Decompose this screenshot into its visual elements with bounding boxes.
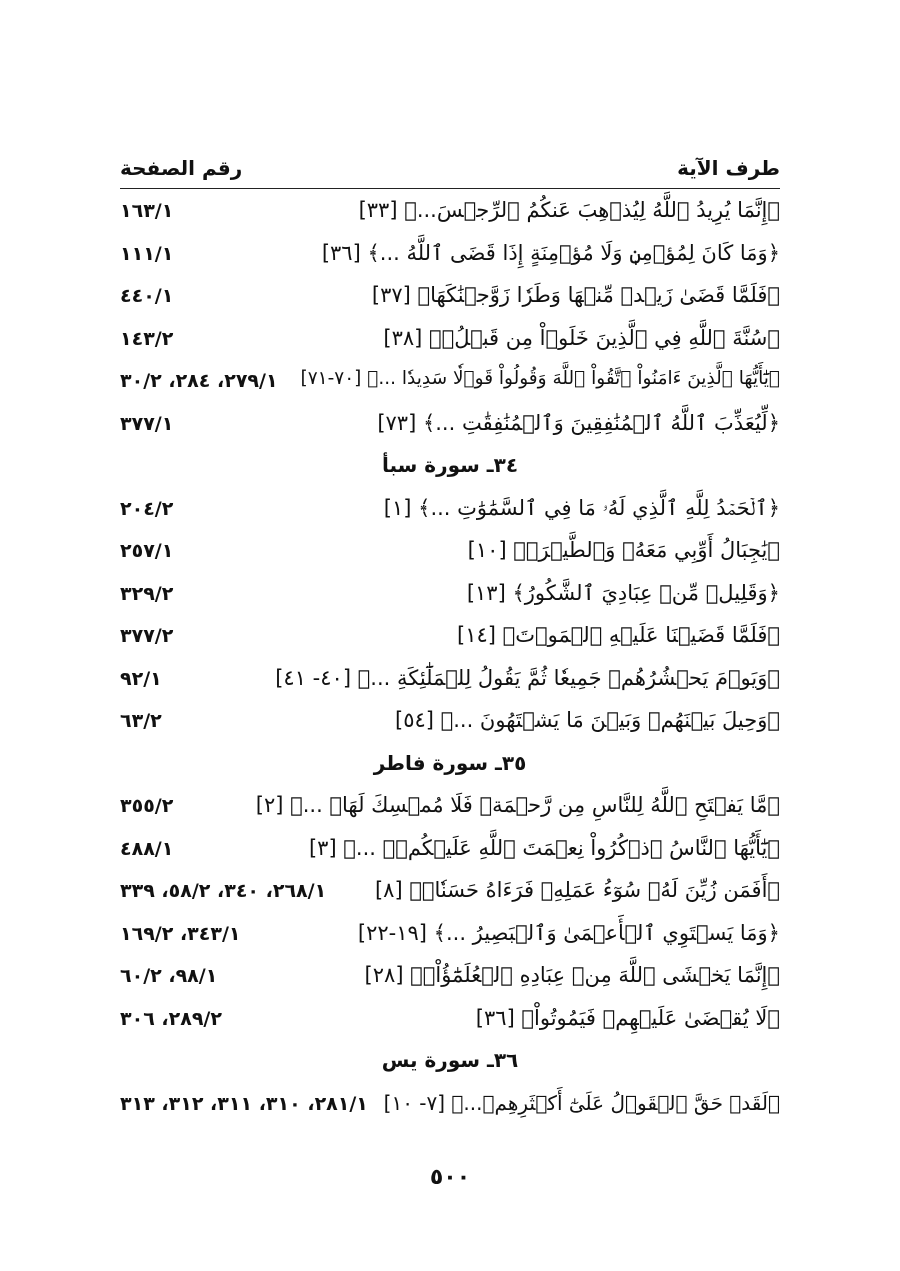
ayah-excerpt: ﴿وَحِيلَ بَيۡنَهُمۡ وَبَيۡنَ مَا يَشۡتَهُونَ ...﴾ [٥٤] [394, 708, 780, 732]
ayah-excerpt: ﴿يَٰٓأَيُّهَا ٱلنَّاسُ ٱذۡكُرُواْ نِعۡمَتَ ٱللَّهِ عَلَيۡكُمۡۚ ...﴾ [٣] [308, 835, 780, 860]
ayah-excerpt: ﴿وَمَا كَانَ لِمُؤۡمِنٖ وَلَا مُؤۡمِنَةٍ إِذَا قَضَى ٱللَّهُ ...﴾ [٣٦] [321, 240, 780, 265]
index-row [120, 277, 780, 320]
index-row [120, 617, 780, 660]
index-row [120, 1085, 780, 1128]
page-references: ٢٠٤/٢ [120, 497, 174, 520]
index-row [120, 490, 780, 533]
page-column-header: رقم الصفحة [120, 156, 243, 180]
ayah-excerpt: ﴿وَقَلِيلٞ مِّنۡ عِبَادِيَ ٱلشَّكُورُ﴾ [١٣] [466, 580, 780, 605]
ayah-excerpt: ﴿ٱلۡحَمۡدُ لِلَّهِ ٱلَّذِي لَهُۥ مَا فِي ٱلسَّمَٰوَٰتِ ...﴾ [١] [383, 495, 780, 520]
page-references: ٩٨/١، ٦٠/٢ [120, 965, 218, 987]
index-row [120, 320, 780, 363]
ayah-excerpt: ﴿إِنَّمَا يَخۡشَى ٱللَّهَ مِنۡ عِبَادِهِ ٱلۡعُلَمَٰٓؤُاْۗ﴾ [٢٨] [364, 963, 780, 987]
index-row [120, 915, 780, 958]
index-row [120, 957, 780, 1000]
ayah-excerpt: ﴿سُنَّةَ ٱللَّهِ فِي ٱلَّذِينَ خَلَوۡاْ مِن قَبۡلُۚ﴾ [٣٨] [383, 325, 780, 350]
ayah-excerpt: ﴿فَلَمَّا قَضَيۡنَا عَلَيۡهِ ٱلۡمَوۡتَ﴾ [١٤] [457, 623, 780, 647]
page-references: ٣٧٧/١ [120, 412, 174, 435]
index-row [120, 575, 780, 618]
surah-title: ٣٥ـ سورة فاطر [373, 750, 527, 775]
page-references: ٣٢٩/٢ [120, 582, 174, 605]
index-row [120, 830, 780, 873]
index-row [120, 532, 780, 575]
page-references: ٢٧٩/١، ٢٨٤، ٣٠/٢ [120, 370, 278, 392]
surah-heading [120, 1042, 780, 1085]
index-row [120, 1000, 780, 1043]
page-references: ١٦٣/١ [120, 200, 174, 222]
page-references: ٤٨٨/١ [120, 837, 174, 860]
index-row [120, 192, 780, 235]
ayah-excerpt: ﴿مَّا يَفۡتَحِ ٱللَّهُ لِلنَّاسِ مِن رَّحۡمَةٖ فَلَا مُمۡسِكَ لَهَاۖ ...﴾ [٢] [255, 793, 780, 817]
index-row [120, 235, 780, 278]
ayah-excerpt: ﴿يَٰجِبَالُ أَوِّبِي مَعَهُۥ وَٱلطَّيۡرَۖ﴾ [١٠] [467, 538, 780, 562]
ayah-excerpt: ﴿يَٰٓأَيُّهَا ٱلَّذِينَ ءَامَنُواْ ٱتَّقُواْ ٱللَّهَ وَقُولُواْ قَوۡلٗا سَدِيدٗا ...﴾ [٧٠-٧١] [300, 368, 780, 389]
index-row [120, 872, 780, 915]
page-references: ٦٣/٢ [120, 710, 162, 732]
surah-title: ٣٤ـ سورة سبأ [381, 453, 519, 477]
index-rows [120, 192, 780, 1127]
surah-title: ٣٦ـ سورة يس [381, 1048, 519, 1072]
ayah-excerpt: ﴿أَفَمَن زُيِّنَ لَهُۥ سُوٓءُ عَمَلِهِۦ فَرَءَاهُ حَسَنٗاۖ﴾ [٨] [374, 878, 780, 902]
page-number: ٥٠٠ [429, 1165, 471, 1190]
page-references: ٣٥٥/٢ [120, 795, 174, 817]
page-references: ٢٦٨/١، ٣٤٠، ٥٨/٢، ٣٣٩ [120, 880, 327, 902]
ayah-excerpt: ﴿لَا يُقۡضَىٰ عَلَيۡهِمۡ فَيَمُوتُواْ﴾ [٣٦] [475, 1005, 780, 1030]
page-references: ٤٤٠/١ [120, 285, 174, 307]
page-references: ٩٢/١ [120, 667, 162, 690]
ayah-excerpt: ﴿فَلَمَّا قَضَىٰ زَيۡدٞ مِّنۡهَا وَطَرٗا زَوَّجۡنَٰكَهَا﴾ [٣٧] [371, 283, 780, 307]
surah-heading [120, 447, 780, 490]
index-row [120, 787, 780, 830]
page-references: ١١١/١ [120, 242, 174, 265]
page-references: ٢٨١/١، ٣١٠، ٣١١، ٣١٢، ٣١٣ [120, 1092, 368, 1115]
page-references: ٣٤٣/١، ١٦٩/٢ [120, 922, 241, 945]
page-references: ٢٨٩/٢، ٣٠٦ [120, 1007, 222, 1030]
ayah-column-header: طرف الآية [677, 156, 780, 180]
ayah-excerpt: ﴿وَمَا يَسۡتَوِي ٱلۡأَعۡمَىٰ وَٱلۡبَصِيرُ ...﴾ [١٩-٢٢] [357, 920, 780, 945]
index-row [120, 405, 780, 448]
ayah-excerpt: ﴿لِّيُعَذِّبَ ٱللَّهُ ٱلۡمُنَٰفِقِينَ وَٱلۡمُنَٰفِقَٰتِ ...﴾ [٧٣] [377, 410, 780, 435]
index-row [120, 702, 780, 745]
surah-heading [120, 745, 780, 788]
page-references: ٢٥٧/١ [120, 540, 174, 562]
table-header [120, 150, 780, 189]
index-row [120, 362, 780, 405]
page-references: ١٤٣/٢ [120, 327, 174, 350]
ayah-excerpt: ﴿لَقَدۡ حَقَّ ٱلۡقَوۡلُ عَلَىٰٓ أَكۡثَرِهِمۡ...﴾ [٧- ١٠] [383, 1090, 780, 1115]
index-row [120, 660, 780, 703]
ayah-excerpt: ﴿وَيَوۡمَ يَحۡشُرُهُمۡ جَمِيعٗا ثُمَّ يَقُولُ لِلۡمَلَٰٓئِكَةِ ...﴾ [٤٠- ٤١] [275, 665, 780, 690]
ayah-excerpt: ﴿إِنَّمَا يُرِيدُ ٱللَّهُ لِيُذۡهِبَ عَنكُمُ ٱلرِّجۡسَ...﴾ [٣٣] [358, 198, 780, 222]
page-references: ٣٧٧/٢ [120, 625, 174, 647]
